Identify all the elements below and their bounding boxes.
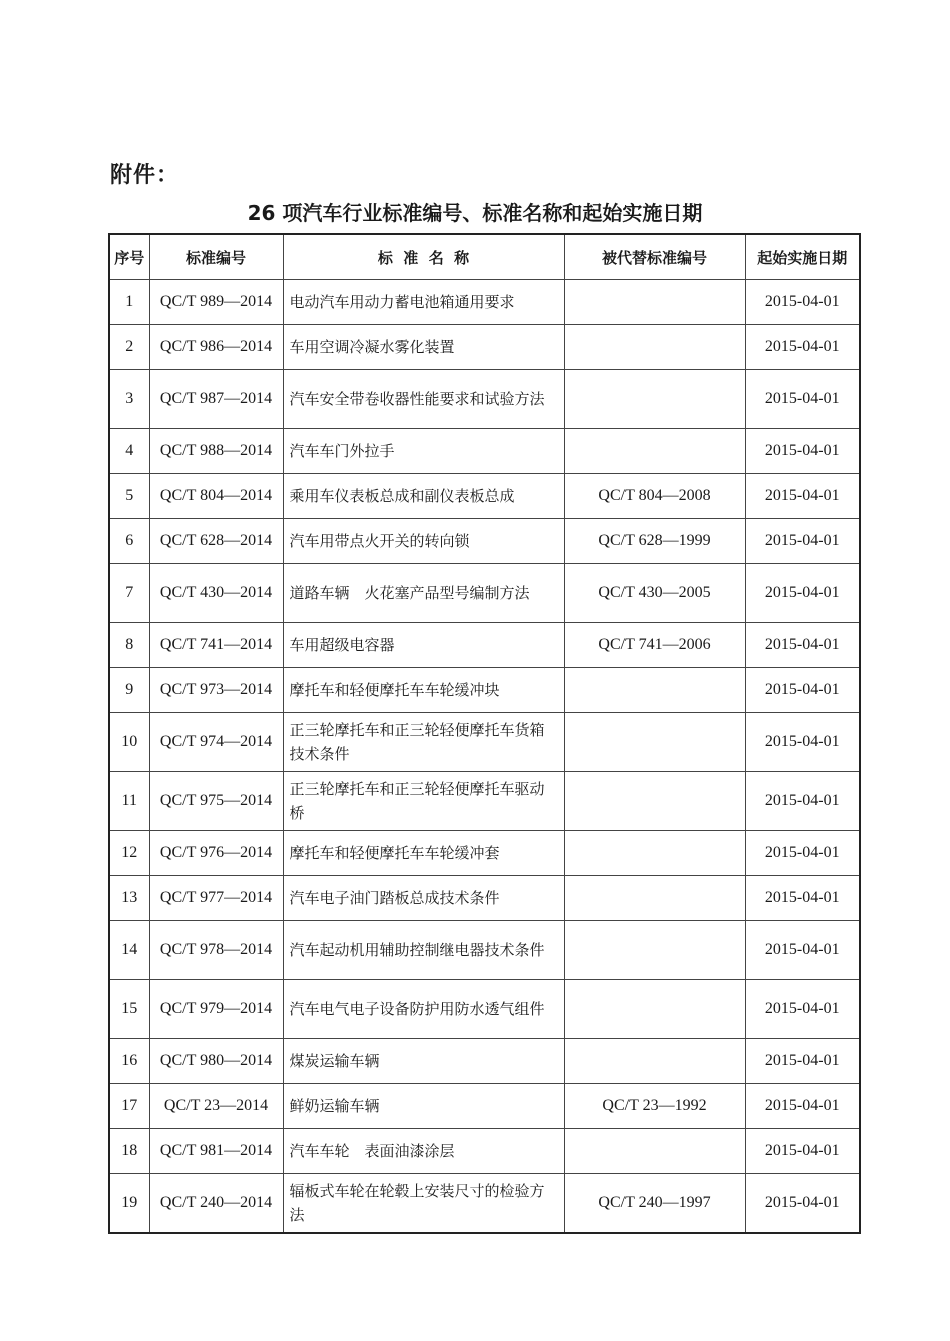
standard-code: QC/T 980—2014: [149, 1039, 283, 1084]
replaced-code: [564, 921, 745, 980]
standard-name: 车用超级电容器: [283, 623, 564, 668]
table-row: [109, 370, 860, 429]
start-date: 2015-04-01: [745, 1129, 860, 1174]
row-number: 17: [109, 1084, 149, 1129]
row-number: 8: [109, 623, 149, 668]
standard-name: 煤炭运输车辆: [283, 1039, 564, 1084]
row-number: 16: [109, 1039, 149, 1084]
standard-code: QC/T 978—2014: [149, 921, 283, 980]
start-date: 2015-04-01: [745, 772, 860, 831]
standard-name: 汽车车轮 表面油漆涂层: [283, 1129, 564, 1174]
replaced-code: [564, 1129, 745, 1174]
replaced-code: QC/T 23—1992: [564, 1084, 745, 1129]
table-row: [109, 280, 860, 325]
table-row: [109, 429, 860, 474]
start-date: 2015-04-01: [745, 519, 860, 564]
table-header-row: [109, 234, 860, 280]
table-row: [109, 831, 860, 876]
table-row: [109, 325, 860, 370]
table-row: [109, 713, 860, 772]
standard-code: QC/T 741—2014: [149, 623, 283, 668]
standard-code: QC/T 988—2014: [149, 429, 283, 474]
start-date: 2015-04-01: [745, 668, 860, 713]
standard-code: QC/T 23—2014: [149, 1084, 283, 1129]
start-date: 2015-04-01: [745, 1084, 860, 1129]
header-replaced: 被代替标准编号: [564, 234, 745, 280]
row-number: 7: [109, 564, 149, 623]
row-number: 19: [109, 1174, 149, 1234]
start-date: 2015-04-01: [745, 831, 860, 876]
standard-code: QC/T 628—2014: [149, 519, 283, 564]
standard-code: QC/T 804—2014: [149, 474, 283, 519]
header-code: 标准编号: [149, 234, 283, 280]
replaced-code: QC/T 240—1997: [564, 1174, 745, 1234]
table-row: [109, 921, 860, 980]
standard-code: QC/T 973—2014: [149, 668, 283, 713]
document-title: 26 项汽车行业标准编号、标准名称和起始实施日期: [247, 201, 703, 225]
standard-code: QC/T 977—2014: [149, 876, 283, 921]
row-number: 15: [109, 980, 149, 1039]
standard-name: 正三轮摩托车和正三轮轻便摩托车驱动桥: [283, 772, 564, 831]
replaced-code: [564, 831, 745, 876]
replaced-code: [564, 876, 745, 921]
standard-name: 汽车起动机用辅助控制继电器技术条件: [283, 921, 564, 980]
row-number: 1: [109, 280, 149, 325]
replaced-code: [564, 280, 745, 325]
standard-code: QC/T 989—2014: [149, 280, 283, 325]
replaced-code: [564, 980, 745, 1039]
standard-name: 道路车辆 火花塞产品型号编制方法: [283, 564, 564, 623]
row-number: 10: [109, 713, 149, 772]
table-row: [109, 1084, 860, 1129]
standard-name: 汽车用带点火开关的转向锁: [283, 519, 564, 564]
table-row: [109, 772, 860, 831]
start-date: 2015-04-01: [745, 980, 860, 1039]
standard-name: 摩托车和轻便摩托车车轮缓冲块: [283, 668, 564, 713]
standard-name: 汽车安全带卷收器性能要求和试验方法: [283, 370, 564, 429]
start-date: 2015-04-01: [745, 713, 860, 772]
start-date: 2015-04-01: [745, 370, 860, 429]
standard-name: 汽车电子油门踏板总成技术条件: [283, 876, 564, 921]
row-number: 2: [109, 325, 149, 370]
replaced-code: [564, 713, 745, 772]
row-number: 6: [109, 519, 149, 564]
table-row: [109, 1174, 860, 1234]
header-name: 标 准 名 称: [283, 234, 564, 280]
standard-code: QC/T 430—2014: [149, 564, 283, 623]
standard-name: 摩托车和轻便摩托车车轮缓冲套: [283, 831, 564, 876]
table-row: [109, 564, 860, 623]
replaced-code: QC/T 741—2006: [564, 623, 745, 668]
attachment-label: 附件：: [110, 163, 180, 188]
start-date: 2015-04-01: [745, 280, 860, 325]
row-number: 18: [109, 1129, 149, 1174]
replaced-code: [564, 668, 745, 713]
standard-code: QC/T 240—2014: [149, 1174, 283, 1234]
start-date: 2015-04-01: [745, 623, 860, 668]
row-number: 12: [109, 831, 149, 876]
start-date: 2015-04-01: [745, 325, 860, 370]
standard-code: QC/T 986—2014: [149, 325, 283, 370]
standard-name: 车用空调冷凝水雾化装置: [283, 325, 564, 370]
standard-code: QC/T 981—2014: [149, 1129, 283, 1174]
table-row: [109, 1129, 860, 1174]
replaced-code: [564, 772, 745, 831]
table-row: [109, 474, 860, 519]
standard-name: 电动汽车用动力蓄电池箱通用要求: [283, 280, 564, 325]
table-row: [109, 1039, 860, 1084]
standard-name: 乘用车仪表板总成和副仪表板总成: [283, 474, 564, 519]
replaced-code: QC/T 628—1999: [564, 519, 745, 564]
header-date: 起始实施日期: [745, 234, 860, 280]
row-number: 14: [109, 921, 149, 980]
replaced-code: [564, 370, 745, 429]
table-row: [109, 519, 860, 564]
table-row: [109, 623, 860, 668]
row-number: 11: [109, 772, 149, 831]
standard-code: QC/T 979—2014: [149, 980, 283, 1039]
replaced-code: [564, 325, 745, 370]
start-date: 2015-04-01: [745, 564, 860, 623]
start-date: 2015-04-01: [745, 474, 860, 519]
standard-code: QC/T 976—2014: [149, 831, 283, 876]
replaced-code: [564, 429, 745, 474]
replaced-code: QC/T 804—2008: [564, 474, 745, 519]
replaced-code: [564, 1039, 745, 1084]
standard-code: QC/T 987—2014: [149, 370, 283, 429]
start-date: 2015-04-01: [745, 921, 860, 980]
start-date: 2015-04-01: [745, 1174, 860, 1234]
row-number: 4: [109, 429, 149, 474]
start-date: 2015-04-01: [745, 876, 860, 921]
row-number: 9: [109, 668, 149, 713]
standards-table: [108, 233, 861, 1234]
standard-name: 鲜奶运输车辆: [283, 1084, 564, 1129]
standard-code: QC/T 975—2014: [149, 772, 283, 831]
table-row: [109, 668, 860, 713]
replaced-code: QC/T 430—2005: [564, 564, 745, 623]
standard-name: 汽车车门外拉手: [283, 429, 564, 474]
row-number: 13: [109, 876, 149, 921]
table-row: [109, 980, 860, 1039]
standard-name: 汽车电气电子设备防护用防水透气组件: [283, 980, 564, 1039]
row-number: 3: [109, 370, 149, 429]
start-date: 2015-04-01: [745, 429, 860, 474]
header-no: 序号: [109, 234, 149, 280]
start-date: 2015-04-01: [745, 1039, 860, 1084]
standard-name: 正三轮摩托车和正三轮轻便摩托车货箱技术条件: [283, 713, 564, 772]
row-number: 5: [109, 474, 149, 519]
standard-code: QC/T 974—2014: [149, 713, 283, 772]
standard-name: 辐板式车轮在轮毂上安装尺寸的检验方法: [283, 1174, 564, 1234]
table-row: [109, 876, 860, 921]
